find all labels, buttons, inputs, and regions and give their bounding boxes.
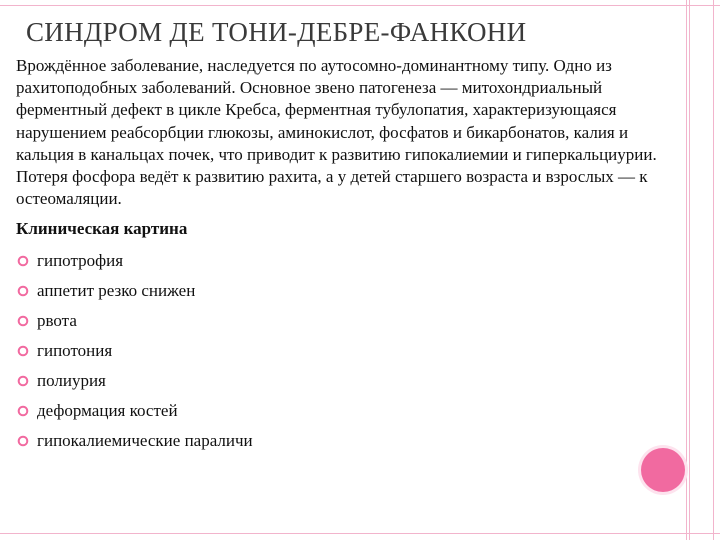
list-item [16,426,680,456]
circle-outline-icon [17,315,29,327]
circle-outline-icon [17,375,29,387]
slide-content [16,55,680,456]
circle-outline-icon [17,285,29,297]
decor-line-horizontal [0,533,720,534]
list-item [16,366,680,396]
symptom-label: рвота [37,311,77,331]
circle-outline-icon [17,435,29,447]
list-item [16,396,680,426]
decor-line-vertical [689,0,690,540]
circle-outline-icon [17,345,29,357]
symptom-label: аппетит резко снижен [37,281,196,301]
slide-title: СИНДРОМ ДЕ ТОНИ-ДЕБРЕ-ФАНКОНИ [26,17,527,47]
symptom-label: гипотрофия [37,251,124,271]
list-item [16,276,680,306]
section-heading: Клиническая картина [16,219,188,239]
symptom-label: гипотония [37,341,113,361]
list-item [16,336,680,366]
list-item [16,306,680,336]
symptom-label: гипокалиемические параличи [37,431,253,451]
intro-paragraph: Врождённое заболевание, наследуется по аутосомно-доминантному типу. Одно из рахитоподобных заболеваний. Основное звено патогенеза — митохондриальный ферментный дефект в цикле Кребса, ферментная тубулопатия, характеризующаяся нарушением реабсорбции глюкозы, аминокислот, фосфатов и бикарбонатов, калия и кальция в канальцах почек, что приводит к развитию гипокалиемии и гиперкальциурии. Потеря фосфора ведёт к развитию рахита, а у детей старшего возраста и взрослых — к остеомаляции. [16,56,657,209]
list-item [16,246,680,276]
circle-outline-icon [17,255,29,267]
decor-line-horizontal [0,5,720,6]
symptom-list [16,246,680,456]
decor-line-vertical [686,0,687,540]
circle-outline-icon [17,405,29,417]
symptom-label: полиурия [37,371,106,391]
symptom-label: деформация костей [37,401,178,421]
decor-line-vertical [713,0,714,540]
